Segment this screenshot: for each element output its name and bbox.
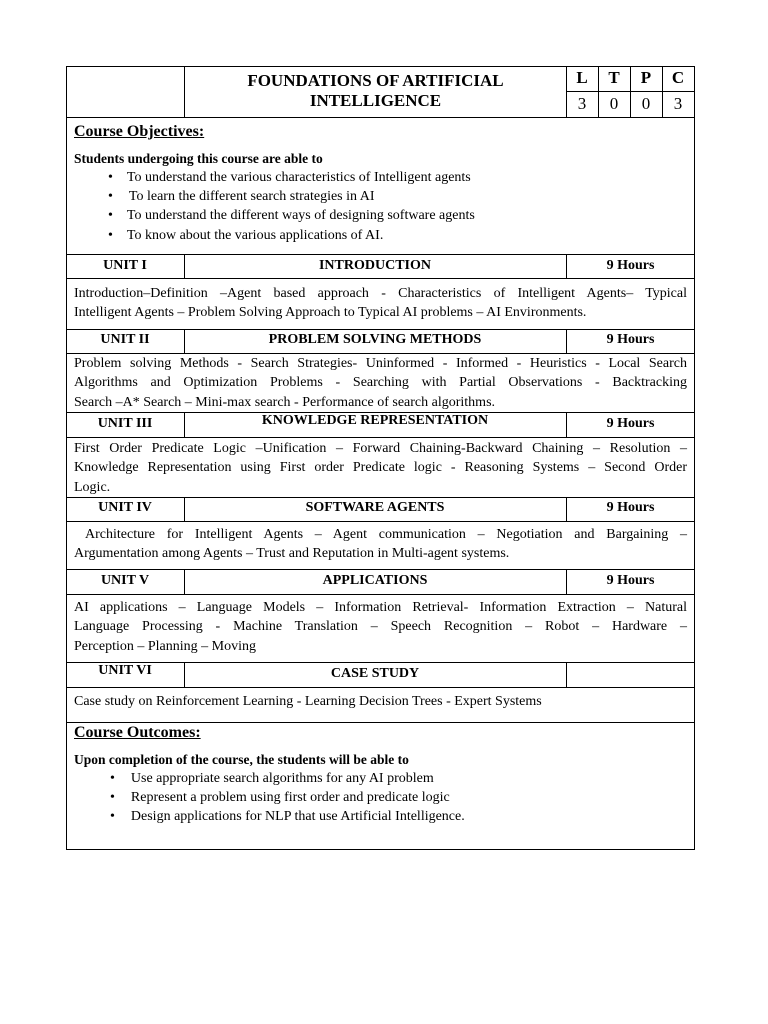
objective-item <box>108 170 471 186</box>
bullet-icon: • <box>110 790 115 805</box>
outcome-text: Represent a problem using first order and predicate logic <box>130 790 450 805</box>
description-line: AI applications – Language Models – Information Retrieval- Information Extraction – Natural <box>74 600 687 615</box>
divider <box>66 254 695 255</box>
unit-title: CASE STUDY <box>330 666 420 681</box>
ltpc-value-l: 3 <box>577 94 587 113</box>
unit-hours: 9 Hours <box>606 332 655 347</box>
unit-title: SOFTWARE AGENTS <box>305 500 445 515</box>
unit-hours: 9 Hours <box>606 416 655 431</box>
unit-code: UNIT III <box>97 416 153 431</box>
outcome-text: Use appropriate search algorithms for any AI problem <box>130 771 434 786</box>
ltpc-header-t: T <box>608 68 620 87</box>
course-title <box>184 71 567 111</box>
unit-description <box>74 692 687 711</box>
description-line: Perception – Planning – Moving <box>74 638 256 654</box>
objectives-intro: Students undergoing this course are able to <box>74 151 323 166</box>
unit-title: KNOWLEDGE REPRESENTATION <box>261 413 489 428</box>
outcome-item <box>110 790 450 806</box>
unit-title: APPLICATIONS <box>322 573 428 588</box>
outcomes-intro: Upon completion of the course, the students will be able to <box>74 752 409 767</box>
objective-text: To understand the various characteristics of Intelligent agents <box>126 170 471 185</box>
unit-description <box>74 598 687 656</box>
ltpc-header-l: L <box>576 68 588 87</box>
unit-title: INTRODUCTION <box>318 258 431 273</box>
unit-description <box>74 284 687 323</box>
ltpc-value-p: 0 <box>641 94 651 113</box>
outcome-text: Design applications for NLP that use Artificial Intelligence. <box>130 809 465 824</box>
description-line: Intelligent Agents – Problem Solving Approach to Typical AI problems – AI Environments. <box>74 305 587 321</box>
description-line: Introduction–Definition –Agent based approach - Characteristics of Intelligent Agents– Typical <box>74 286 687 301</box>
divider <box>66 722 695 723</box>
outcomes-heading: Course Outcomes: <box>74 724 201 741</box>
ltpc-header-c: C <box>671 68 685 87</box>
bullet-icon: • <box>108 228 113 243</box>
bullet-icon: • <box>108 208 113 223</box>
unit-code: UNIT V <box>100 573 150 588</box>
description-line: Search –A* Search – Mini-max search - Performance of search algorithms. <box>74 394 496 410</box>
divider <box>66 497 695 498</box>
unit-hours: 9 Hours <box>606 500 655 515</box>
divider <box>566 91 695 92</box>
objectives-heading: Course Objectives: <box>74 123 205 140</box>
bullet-icon: • <box>108 170 113 185</box>
description-line: First Order Predicate Logic –Unification – Forward Chaining-Backward Chaining – Resolution – <box>74 441 687 456</box>
description-line: Problem solving Methods - Search Strategies- Uninformed - Informed - Heuristics - Local Search <box>74 356 687 371</box>
description-line: Logic. <box>74 479 111 495</box>
divider <box>66 329 695 330</box>
course-title-line1: FOUNDATIONS OF ARTIFICIAL <box>247 71 504 90</box>
description-line: Architecture for Intelligent Agents – Agent communication – Negotiation and Bargaining – <box>74 527 687 542</box>
ltpc-header-p: P <box>640 68 652 87</box>
objective-text: To know about the various applications of AI. <box>126 228 384 243</box>
divider <box>66 278 695 279</box>
divider <box>66 569 695 570</box>
unit-description <box>74 354 687 412</box>
description-line: Argumentation among Agents – Trust and Reputation in Multi-agent systems. <box>74 546 510 562</box>
divider <box>66 437 695 438</box>
outcome-item <box>110 771 434 787</box>
unit-title: PROBLEM SOLVING METHODS <box>268 332 482 347</box>
description-line: Knowledge Representation using First order Predicate logic - Reasoning Systems – Second Order <box>74 460 687 476</box>
unit-code: UNIT II <box>100 332 150 347</box>
unit-code: UNIT VI <box>98 663 152 678</box>
objective-text: To learn the different search strategies in AI <box>128 189 375 204</box>
objective-item <box>108 208 475 224</box>
divider <box>66 117 695 118</box>
bullet-icon: • <box>110 771 115 786</box>
divider <box>66 687 695 688</box>
unit-hours: 9 Hours <box>606 258 655 273</box>
ltpc-value-t: 0 <box>609 94 619 113</box>
description-line: Algorithms and Optimization Problems - Searching with Partial Observations - Backtracking <box>74 375 687 391</box>
description-line: Language Processing - Machine Translation – Speech Recognition – Robot – Hardware – <box>74 619 687 635</box>
unit-hours: 9 Hours <box>606 573 655 588</box>
bullet-icon: • <box>110 809 115 824</box>
objective-item <box>108 189 375 205</box>
unit-code: UNIT IV <box>98 500 152 515</box>
ltpc-value-c: 3 <box>673 94 683 113</box>
course-title-line2: INTELLIGENCE <box>309 91 442 110</box>
unit-description <box>74 439 687 497</box>
divider <box>66 521 695 522</box>
unit-code: UNIT I <box>103 258 147 273</box>
divider <box>566 662 567 687</box>
description-line: Case study on Reinforcement Learning - Learning Decision Trees - Expert Systems <box>74 694 542 709</box>
objective-text: To understand the different ways of designing software agents <box>126 208 475 223</box>
bullet-icon: • <box>108 189 113 204</box>
outcome-item <box>110 809 465 825</box>
unit-description <box>74 525 687 564</box>
divider <box>66 594 695 595</box>
objective-item <box>108 228 383 244</box>
